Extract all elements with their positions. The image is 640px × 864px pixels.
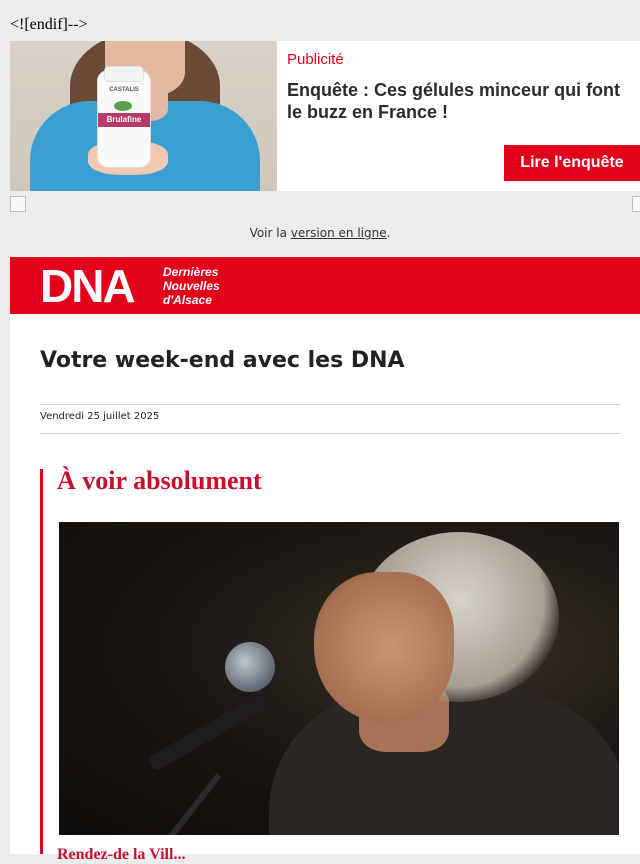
singer-face [314,572,454,722]
divider [40,433,620,434]
view-online-prefix: Voir la [249,226,291,240]
dna-logo[interactable]: DNA [40,260,134,312]
read-investigation-button[interactable]: Lire l'enquête [504,145,640,181]
article-title-link[interactable]: Rendez-de la Vill... [57,846,186,863]
bottle-label: Brulafine [98,113,150,127]
stray-conditional-comment-text: <![endif]--> [10,16,88,33]
ad-title-link[interactable]: Enquête : Ces gélules minceur qui font le buzz en France ! [287,80,621,122]
logo-subtitle-line: d'Alsace [163,293,212,307]
bottle-brand-text: CASTALIS [109,87,139,93]
microphone-body [147,693,268,772]
mic-stand [130,773,221,835]
view-online-link[interactable]: version en ligne [290,226,387,240]
ad-product-photo[interactable] [10,41,277,191]
bottle-cap [105,67,143,81]
divider [40,404,620,405]
masthead-banner[interactable] [10,257,640,314]
dna-logo-subtitle [163,265,220,307]
view-online-line [0,226,640,240]
microphone-icon [225,642,275,692]
leaf-icon [114,101,132,111]
broken-image-icon [632,196,640,212]
view-online-suffix: . [386,226,391,240]
broken-image-icon [10,196,26,212]
section-accent-bar [40,469,43,854]
newsletter-headline: Votre week-end avec les DNA [40,348,405,373]
sponsored-ad-banner[interactable] [10,41,640,191]
ad-kicker: Publicité [287,51,344,68]
featured-article-photo[interactable] [59,522,619,835]
logo-subtitle-line: Dernières [163,265,219,279]
logo-subtitle-line: Nouvelles [163,279,220,293]
newsletter-body [10,314,640,863]
issue-date: Vendredi 25 juillet 2025 [40,411,160,422]
section-title: À voir absolument [57,466,262,495]
